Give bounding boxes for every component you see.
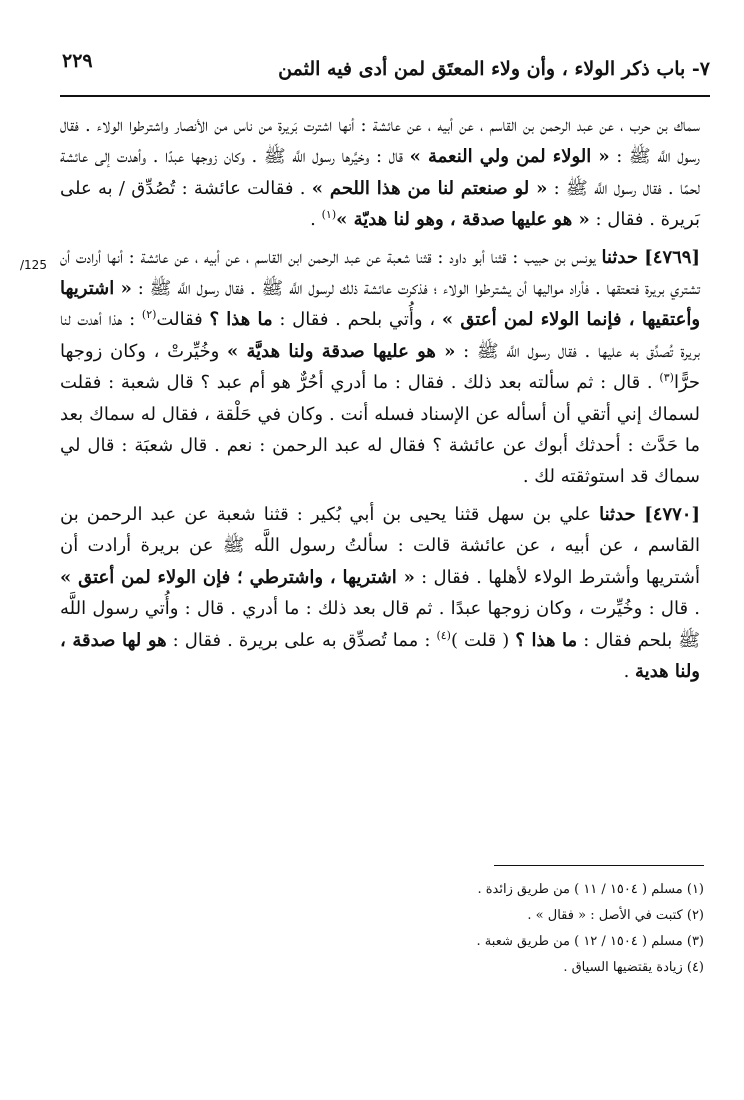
hadith-paragraph [60,110,700,236]
emphasized-text: « لو صنعتم لنا من هذا اللحم » [311,177,548,199]
text-segment: . قال : وخُيِّرت ، وكان زوجها عبدًا . ثم قال بعد ذلك : ما أدري . قال : وأُتي رسول اللَّه ﷺ بلحم فقال : [60,598,701,651]
text-segment: . [310,209,322,231]
text-segment: ( قلت ) [450,629,516,651]
page-header [62,44,710,92]
emphasized-text: حدثنا [599,503,645,525]
text-segment: قال : وخيَّرها رسول اللَّه ﷺ . وكان زوجها عبدًا . وأهدت إلى عائشة لحمًا . فقال رسول اللَّه ﷺ : [60,146,700,199]
hadith-paragraph [60,242,700,493]
page-number: ٢٢٩ [62,50,93,72]
text-segment: علي بن سهل قثنا يحيى بن أبي بُكير : قثنا شعبة عن عبد الرحمن بن القاسم ، عن أبيه ، عن عائشة قالت : سألتُ رسول اللَّه ﷺ عن بريرة أرادت أن أشتريها وأشترط الولاء لأهلها . فقال : [60,503,700,588]
emphasized-text: « اشتريها ، واشترطي ؛ فإن الولاء لمن أعتق » [60,566,415,588]
emphasized-text: « هو عليها صدقة ولنا هديَّة » [227,340,456,362]
footnote-2: (٢) كتبت في الأصل : « فقال » . [527,908,704,923]
footnote-ref: (٢) [141,308,157,322]
margin-note: /125 [20,258,47,272]
text-segment: . فقالت عائشة : تُصُدِّق / به على بَريرة . فقال : [60,177,700,231]
footnote-3: (٣) مسلم ( ١٥٠٤ / ١٢ ) من طريق شعبة . [476,934,704,949]
text-segment: ، وأُتي بلحم . فقال : [272,309,442,331]
emphasized-text: « هو عليها صدقة ، وهو لنا هديّة » [336,209,590,231]
footnote-rule [494,865,704,866]
text-segment: : مما تُصدِّق به على بريرة . فقال : [166,629,437,651]
text-segment: يونس بن حبيب : قثنا أبو داود : قثنا شعبة عن عبد الرحمن ابن القاسم ، عن أبيه ، عن عائشة : أنها أرادت أن تشتري بريرة فتعتقها . فأراد مواليها أن يشترطوا الولاء ؛ فذكرت عائشة ذلك لرسول اللَّه ﷺ . فقال رسول اللَّه ﷺ : [60,246,700,300]
footnotes [477,877,704,981]
body-text [60,110,700,687]
footnote-4: (٤) زيادة يقتضيها السياق . [563,960,704,975]
text-segment: . [623,660,636,682]
emphasized-text: « الولاء لمن ولي النعمة » [409,146,610,168]
hadith-number: [٤٧٧٠] [644,503,700,525]
chapter-title: ٧- باب ذكر الولاء ، وأن ولاء المعتَق لمن أدى فيه الثمن [278,58,710,80]
footnote-1: (١) مسلم ( ١٥٠٤ / ١١ ) من طريق زائدة . [477,882,704,897]
emphasized-text: ما هذا ؟ [209,309,273,331]
hadith-paragraph [60,499,700,687]
emphasized-text: هو لها صدقة ، ولنا هدية [60,629,700,682]
footnote-ref: (١) [321,208,337,222]
footnote-ref: (٤) [436,628,451,642]
footnote-ref: (٣) [659,371,674,385]
header-rule [60,95,710,97]
text-segment: : هذا أهدت لنا بريرة تُصدِّق به عليها . فقال رسول اللَّه ﷺ : [60,309,701,362]
text-segment: . قال : ثم سألته بعد ذلك . فقال : ما أدري أحُرٌّ هو أم عبد ؟ قال شعبة : فقلت لسماك إني أتقي أن أسأله عن الإسناد فسله أنت . وكان في حَلْقة ، فقال له سماك بعد ما حَدَّث : أحدثك أبوك عن عائشة ؟ فقال له عبد الرحمن : نعم . قال شعبَة : قال لي سماك قد استوثقته لك . [60,372,700,488]
text-segment: وخُيِّرتْ ، وكان زوجها حرًّا [60,340,700,394]
emphasized-text: ما هذا ؟ [515,629,578,651]
text-segment: فقالت [156,309,210,331]
emphasized-text: حدثنا [601,246,645,268]
text-segment: سماك بن حرب ، عن عبد الرحمن بن القاسم ، عن أبيه ، عن عائشة : أنها اشترت بَريرة من ناس من الأنصار واشترطوا الولاء . فقال رسول اللَّه ﷺ : [60,115,701,168]
hadith-number: [٤٧٦٩] [644,246,700,268]
emphasized-text: « اشتريها وأعتقيها ، فإنما الولاء لمن أعتق » [60,278,701,331]
